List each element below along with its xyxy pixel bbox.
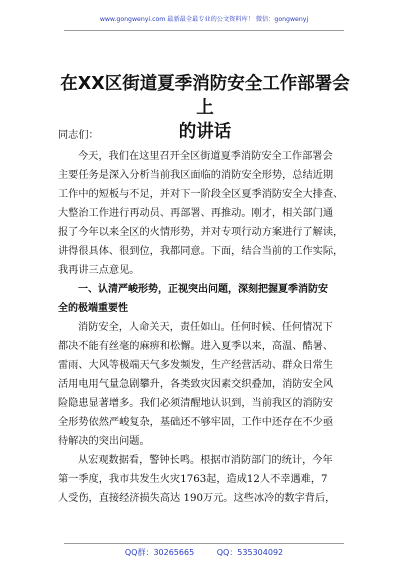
- paragraph-line: 工作中的短板与不足，并对下一阶段全区夏季消防安全大排查、: [58, 189, 344, 200]
- paragraph-line: 险隐患显著增多。我们必须清醒地认识到，当前我区的消防安: [58, 398, 334, 409]
- paragraph-line: 人受伤，直接经济损失高达 190万元。这些冰冷的数字背后，: [58, 493, 336, 504]
- paragraph-line: 讲得很具体、很到位，我都同意。下面，结合当前的工作实际，: [58, 246, 344, 257]
- paragraph-line: 都决不能有丝毫的麻痹和松懈。进入夏季以来，高温、酷暑、: [58, 341, 334, 352]
- paragraph-line: 从宏观数据看，警钟长鸣。根据市消防部门的统计，今年: [78, 455, 333, 466]
- paragraph-line: 活用电用气量急剧攀升，各类致灾因素交织叠加，消防安全风: [58, 379, 334, 390]
- footer-divider: [64, 543, 344, 544]
- paragraph-line: 雷雨、大风等极端天气多发频发，生产经营活动、群众日常生: [58, 360, 334, 371]
- header-banner: www.gongwenyi.com 最新最全最专业的公文资料库！ 微信：gongwenyj: [99, 16, 309, 23]
- qq-contact-text: QQ：535304092: [216, 548, 284, 557]
- paragraph-line: 第一季度，我市共发生火灾1763起，造成12人不幸遇难，7: [58, 474, 328, 485]
- title-line-1: 在XX区街道夏季消防安全工作部署会上: [60, 74, 350, 118]
- section-heading: 一、认清严峻形势，正视突出问题，深刻把握夏季消防安: [78, 284, 328, 295]
- footer-banner: [64, 545, 344, 561]
- paragraph-line: 消防安全，人命关天，责任如山。任何时候、任何情况下: [78, 322, 333, 333]
- paragraph-line: 大整治工作进行再动员、再部署、再推动。刚才，相关部门通: [58, 208, 334, 219]
- section-heading: 全的极端重要性: [58, 303, 128, 314]
- paragraph-line: 我再讲三点意见。: [58, 265, 140, 276]
- qq-group-text: QQ群：30265665: [124, 548, 195, 557]
- document-title: [60, 72, 350, 144]
- paragraph-line: 报了今年以来全区的火情形势，并对专项行动方案进行了解读，: [58, 227, 344, 238]
- document-body: [58, 147, 358, 508]
- paragraph-line: 待解决的突出问题。: [58, 436, 150, 447]
- paragraph-line: 全形势依然严峻复杂，基础还不够牢固，工作中还存在不少亟: [58, 417, 334, 428]
- paragraph-line: 今天，我们在这里召开全区街道夏季消防安全工作部署会: [78, 151, 333, 162]
- salutation: 同志们：: [58, 130, 99, 141]
- paragraph-line: 主要任务是深入分析当前我区面临的消防安全形势，总结近期: [58, 170, 334, 181]
- title-line-2: 的讲话: [178, 122, 232, 142]
- header-divider: [64, 30, 344, 31]
